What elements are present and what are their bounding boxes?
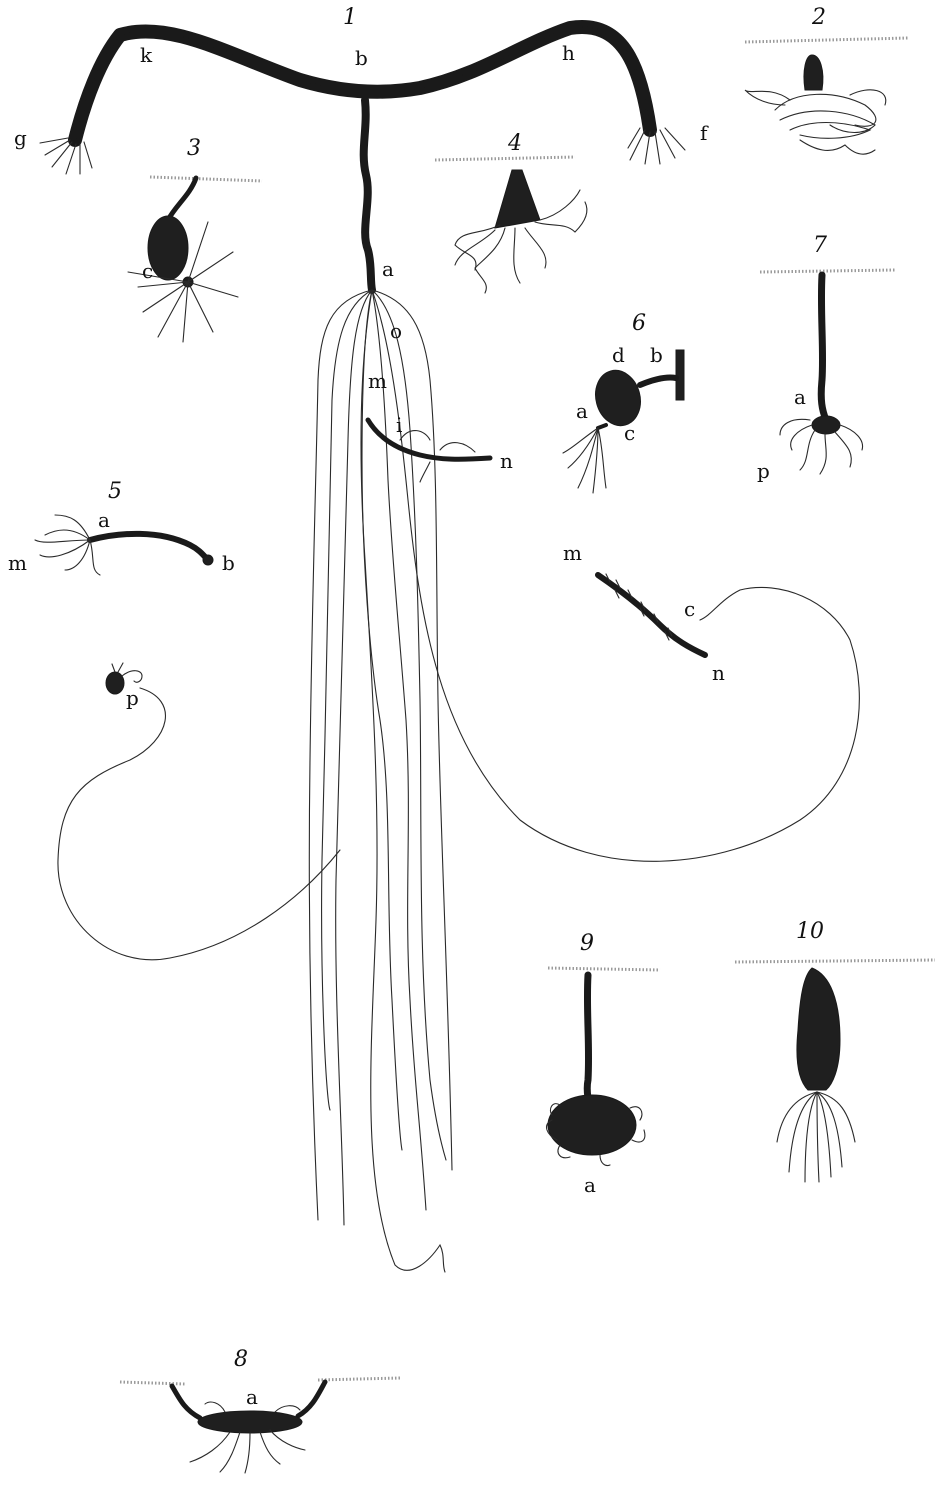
figure-5-label-p: p — [126, 686, 139, 710]
figure-1-label-b: b — [355, 46, 368, 70]
figure-1-label-n: n — [500, 449, 513, 473]
figure-6-label-c: c — [624, 421, 636, 445]
figure-5-thread — [58, 688, 340, 960]
figure-6-label-b: b — [650, 343, 663, 367]
figure-1-label-k: k — [140, 43, 153, 67]
figure-7-label-a: a — [794, 385, 806, 409]
figure-6-number: 6 — [632, 311, 646, 336]
figure-7-number: 7 — [813, 233, 827, 258]
figure-8 — [120, 1347, 400, 1473]
figure-1-polyp-body — [364, 100, 372, 290]
figure-1-label-g: g — [14, 126, 27, 150]
figure-1-label-a: a — [382, 257, 394, 281]
figure-1-frayed-end-left — [40, 138, 92, 174]
figure-3-label-c: c — [142, 259, 154, 283]
loose-worm-label-c: c — [684, 597, 696, 621]
figure-7 — [757, 233, 895, 483]
figure-1-worm — [368, 420, 490, 459]
figure-6-label-d: d — [612, 343, 625, 367]
figure-2-number: 2 — [812, 5, 826, 30]
figure-1-label-f: f — [700, 121, 708, 145]
figure-5-label-b: b — [222, 551, 235, 575]
figure-1 — [14, 5, 859, 1272]
figure-7-label-p: p — [757, 459, 770, 483]
figure-4-number: 4 — [508, 131, 522, 156]
figure-1-number: 1 — [343, 5, 357, 30]
figure-3-number: 3 — [187, 136, 201, 161]
figure-6 — [563, 311, 684, 493]
figure-8-number: 8 — [234, 1347, 248, 1372]
loose-worm — [563, 541, 725, 685]
figure-3 — [128, 136, 262, 342]
figure-2 — [745, 5, 908, 154]
figure-10 — [735, 919, 935, 1182]
figure-9-number: 9 — [580, 931, 594, 956]
loose-worm-label-n: n — [712, 661, 725, 685]
figure-1-label-m: m — [368, 369, 387, 393]
figure-5-number: 5 — [108, 479, 122, 504]
figure-8-label-a: a — [246, 1385, 258, 1409]
figure-9-label-a: a — [584, 1173, 596, 1197]
figure-10-number: 10 — [796, 919, 824, 944]
loose-worm-label-m: m — [563, 541, 582, 565]
figure-1-label-i: i — [396, 413, 403, 437]
figure-6-label-a: a — [576, 399, 588, 423]
figure-9 — [547, 931, 660, 1197]
figure-5-label-m: m — [8, 551, 27, 575]
figure-1-frayed-end-right — [628, 128, 685, 164]
figure-1-label-h: h — [562, 41, 575, 65]
figure-5-label-a: a — [98, 508, 110, 532]
figure-4 — [435, 131, 587, 293]
figure-1-label-o: o — [390, 319, 403, 343]
figure-5 — [8, 479, 340, 960]
